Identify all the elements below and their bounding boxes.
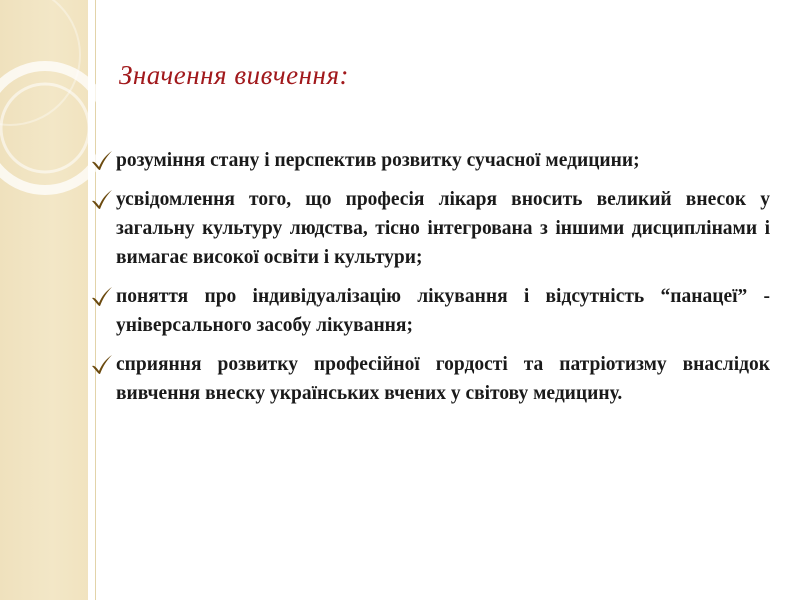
slide-title: Значення вивчення:	[119, 60, 349, 90]
bullet-item	[88, 282, 770, 340]
bullet-item	[88, 350, 770, 408]
checkmark-icon	[90, 286, 114, 308]
bullet-item	[88, 146, 770, 175]
checkmark-icon	[90, 150, 114, 172]
bullet-list	[88, 146, 770, 418]
bullet-item	[88, 185, 770, 272]
bullet-text: усвідомлення того, що професія лікаря вносить великий внесок у загальну культуру людства, тісно інтегрована з іншими дисциплінами і вимагає високої освіти і культури;	[116, 189, 770, 268]
checkmark-icon	[90, 354, 114, 376]
bullet-text: поняття про індивідуалізацію лікування і відсутність “панацеї” - універсального засобу лікування;	[116, 286, 770, 336]
checkmark-icon	[90, 189, 114, 211]
bullet-text: розуміння стану і перспектив розвитку сучасної медицини;	[116, 150, 640, 171]
bullet-text: сприяння розвитку професійної гордості та патріотизму внаслідок вивчення внеску українських вчених у світову медицину.	[116, 354, 770, 404]
